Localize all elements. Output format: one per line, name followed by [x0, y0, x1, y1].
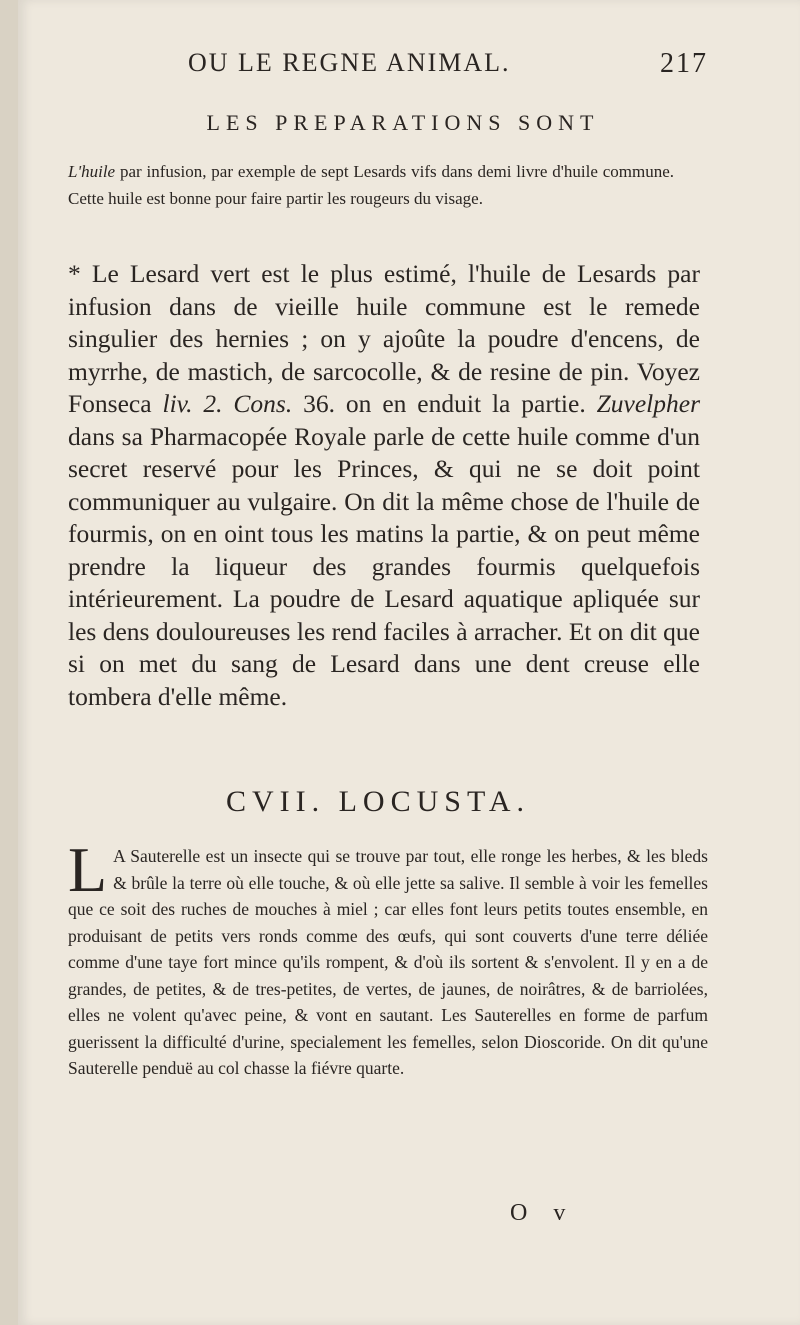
running-header-title: OU LE REGNE ANIMAL. — [188, 48, 511, 77]
section-subheading: LES PREPARATIONS SONT — [206, 110, 600, 135]
paragraph-text-part1: * Le Lesard vert est le plus estimé, l'huile de Lesards par infusion dans de vieille huile commune est le remede singulier des hernies ; on y ajoûte la poudre d'encens, de myrrhe, de mastich, de sarcocolle, & de resine de pin. Voyez Fonseca — [68, 259, 700, 418]
paragraph-green-lizard — [68, 258, 700, 713]
book-page — [18, 0, 800, 1325]
paragraph-text-part3: dans sa Pharmacopée Royale parle de cette huile comme d'un secret reservé pour les Princes, & qui ne se doit point communiquer au vulgaire. On dit la même chose de l'huile de fourmis, on en oint tous les matins la partie, & on peut même prendre la liqueur des grandes fourmis quelquefois intérieurement. La poudre de Lesard aquatique apliquée sur les dens douloureuses les rend faciles à arracher. Et on dit que si on met du sang de Lesard dans une dent creuse elle tombera d'elle même. — [68, 421, 700, 711]
author-italic: Zuvelpher — [596, 389, 701, 418]
paragraph-text-part2: 36. on en enduit la partie. — [292, 389, 597, 418]
paragraph-locusta — [68, 834, 708, 1082]
page-number: 217 — [660, 48, 708, 79]
catchword: O v — [510, 1200, 576, 1226]
paragraph-oil-infusion — [68, 158, 674, 212]
italic-lead: L'huile — [68, 162, 116, 181]
paragraph-text: A Sauterelle est un insecte qui se trouve par tout, elle ronge les herbes, & les bleds & brûle la terre où elle touche, & où elle jette sa salive. Il semble à voir les femelles que ce soit des ruches de mouches à miel ; car elles font leurs petits toutes ensemble, en produisant de petits vers ronds comme des œufs, qui sont couverts d'une terre déliée comme d'une taye fort mince qu'ils rompent, & d'où ils sortent & s'envolent. Il y en a de grandes, de petites, & de tres-petites, de vertes, de jaunes, de noirâtres, & de barriolées, elles ne volent qu'avec peine, & vont en sautant. Les Sauterelles en forme de parfum guerissent la difficulté d'urine, specialement les femelles, selon Dioscoride. On dit qu'une Sauterelle penduë au col chasse la fiévre quarte. — [68, 846, 708, 1078]
reference-italic: liv. 2. Cons. — [162, 389, 293, 418]
paragraph-text: par infusion, par exemple de sept Lesards vifs dans demi livre d'huile commune. Cette huile est bonne pour faire partir les rougeurs du visage. — [68, 162, 674, 208]
section-title: CVII. LOCUSTA. — [225, 785, 531, 818]
drop-cap: L — [68, 834, 108, 905]
